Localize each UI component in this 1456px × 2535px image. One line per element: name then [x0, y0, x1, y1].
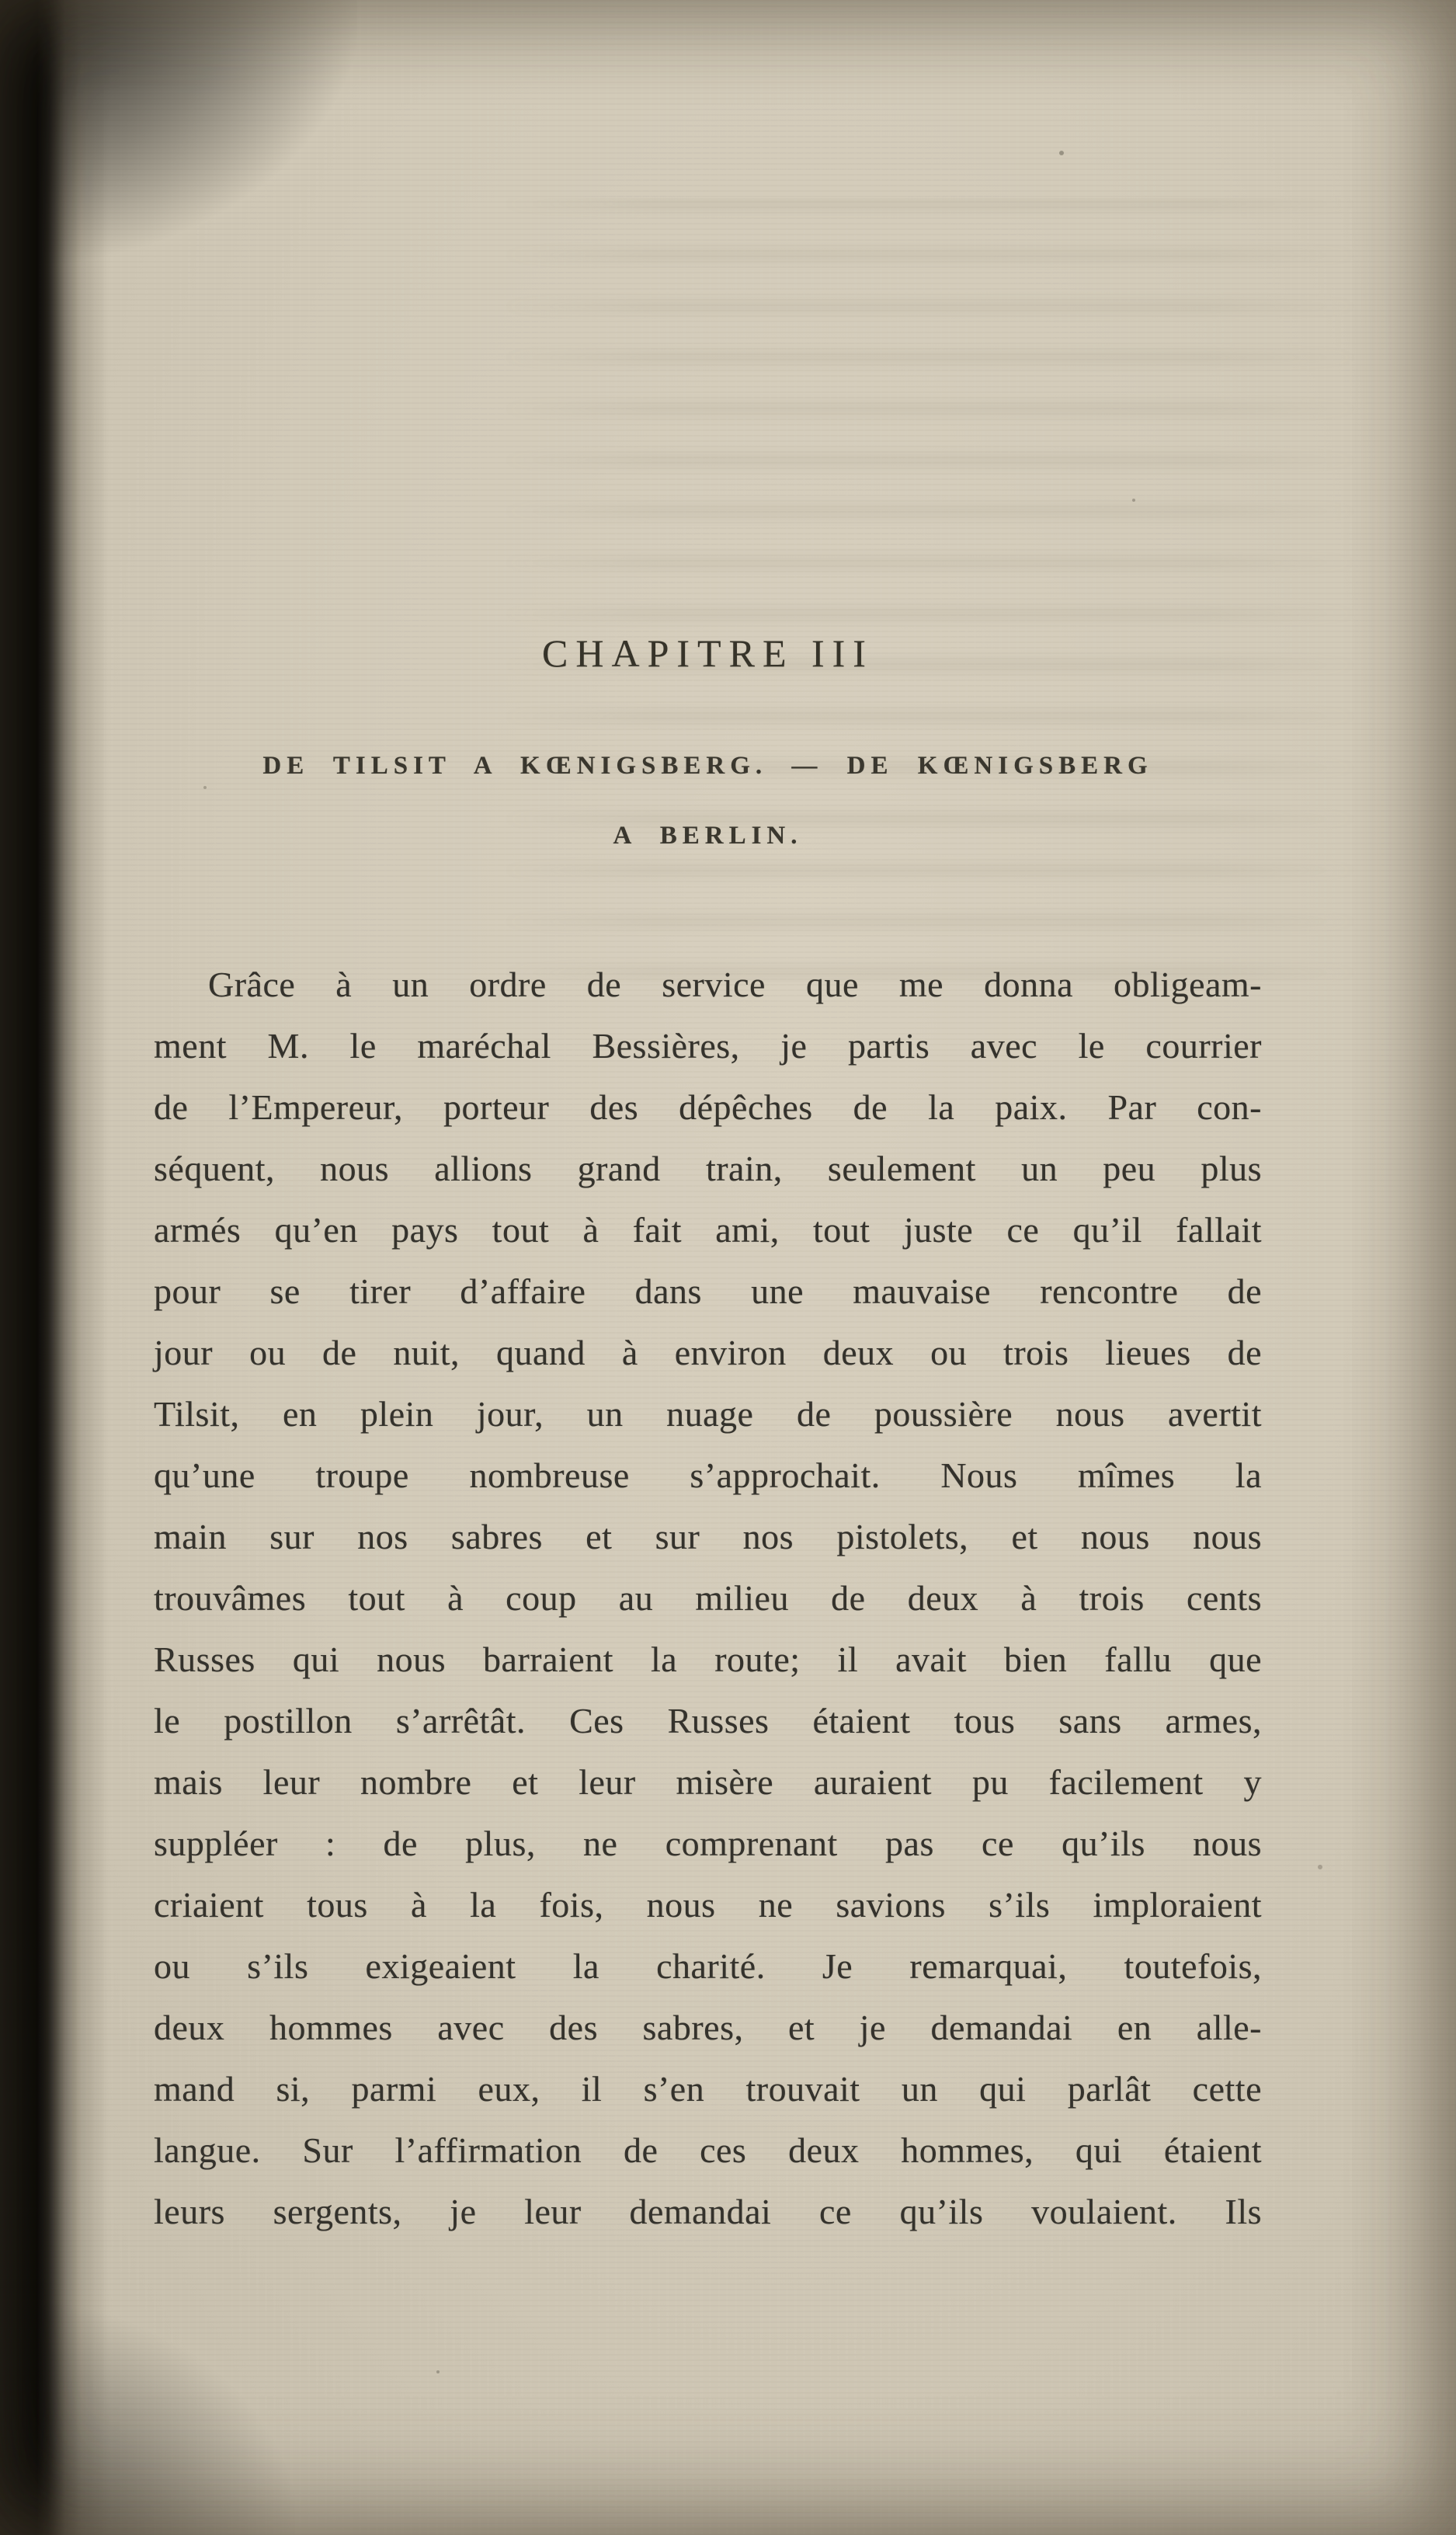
- body-line: deux hommes avec des sabres, et je demandai en alle-: [154, 2008, 1262, 2047]
- chapter-subtitle-line-1: DE TILSIT A KŒNIGSBERG. — DE KŒNIGSBERG: [262, 752, 1153, 780]
- body-line: Tilsit, en plein jour, un nuage de poussière nous avertit: [154, 1394, 1262, 1434]
- body-line: qu’une troupe nombreuse s’approchait. Nous mîmes la: [154, 1455, 1262, 1495]
- body-line: ou s’ils exigeaient la charité. Je remarquai, toutefois,: [154, 1946, 1262, 1986]
- body-line: armés qu’en pays tout à fait ami, tout juste ce qu’il fallait: [154, 1210, 1262, 1250]
- body-line: mais leur nombre et leur misère auraient pu facilement y: [154, 1762, 1262, 1802]
- body-line: Russes qui nous barraient la route; il avait bien fallu que: [154, 1640, 1262, 1679]
- body-line: main sur nos sabres et sur nos pistolets, et nous nous: [154, 1517, 1262, 1556]
- body-line: séquent, nous allions grand train, seulement un peu plus: [154, 1149, 1262, 1188]
- body-line: jour ou de nuit, quand à environ deux ou trois lieues de: [154, 1333, 1262, 1372]
- body-line: leurs sergents, je leur demandai ce qu’ils voulaient. Ils: [154, 2192, 1262, 2231]
- body-line: le postillon s’arrêtât. Ces Russes étaient tous sans armes,: [154, 1701, 1262, 1740]
- body-line: langue. Sur l’affirmation de ces deux hommes, qui étaient: [154, 2130, 1262, 2170]
- body-line: mand si, parmi eux, il s’en trouvait un qui parlât cette: [154, 2069, 1262, 2109]
- body-line: pour se tirer d’affaire dans une mauvaise rencontre de: [154, 1271, 1262, 1311]
- body-line: de l’Empereur, porteur des dépêches de la paix. Par con-: [154, 1087, 1262, 1127]
- body-line: criaient tous à la fois, nous ne savions s’ils imploraient: [154, 1885, 1262, 1925]
- body-line: trouvâmes tout à coup au milieu de deux à trois cents: [154, 1578, 1262, 1618]
- body-paragraph: [154, 954, 1262, 2242]
- body-line: suppléer : de plus, ne comprenant pas ce qu’ils nous: [154, 1824, 1262, 1863]
- body-line: Grâce à un ordre de service que me donna obligeam-: [208, 965, 1262, 1004]
- chapter-title: CHAPITRE III: [542, 631, 874, 675]
- chapter-subtitle-line-2: A BERLIN.: [613, 822, 803, 850]
- body-line: ment M. le maréchal Bessières, je partis avec le courrier: [154, 1026, 1262, 1066]
